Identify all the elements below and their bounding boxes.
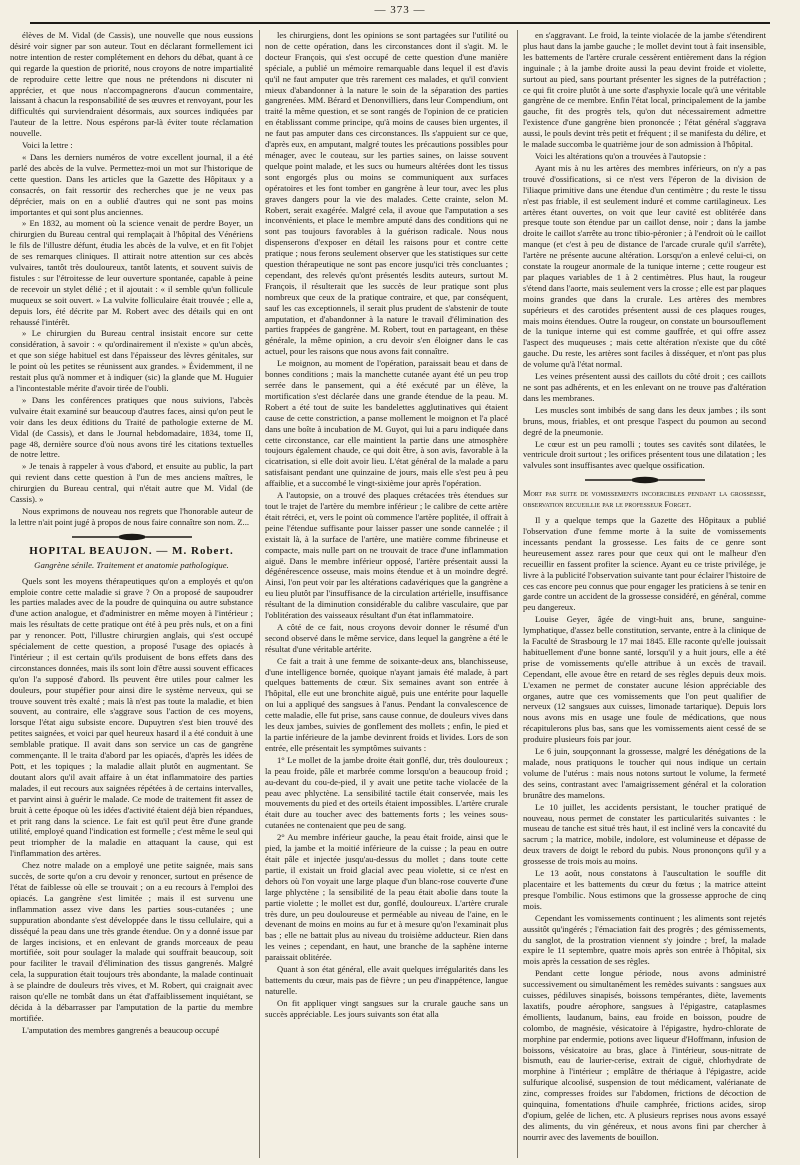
paragraph: » Je tenais à rappeler à vous d'abord, et ensuite au public, la part qui revient dans cette question à l'un de mes anciens maîtres, le chirurgien du Bureau central, qui n'était autre que M. Vidal (de Cassis). » [10, 461, 253, 505]
column-rule [517, 30, 518, 1158]
paragraph: Voici la lettre : [22, 140, 73, 151]
paragraph: Le 6 juin, soupçonnant la grossesse, malgré les dénégations de la malade, nous pratiquons le toucher qui nous indique un certain volume de l'utérus : mais nous notons surtout le volume, la fermeté des seins, contrastant avec l'amaigrissement général et la coloration brunâtre des mamelons. [523, 746, 766, 800]
page-number: — 373 — [374, 4, 426, 16]
top-rule [30, 22, 770, 24]
paragraph: Louise Geyer, âgée de vingt-huit ans, brune, sanguine-lymphatique, d'assez belle constitution, servante, entre à la clinique de la Faculté de Strasbourg le 17 mai 1845. Elle raconte qu'elle jouissait habituellement d'une bonne santé, lorsqu'il y a huit jours, elle a été prise de vomissements qu'elle attribue à un excès de travail. Cependant, elle avoue être en retard de ses règles depuis deux mois. L'examen ne permet de constater aucune lésion appréciable des organes, autre que ces vomissements que l'on peut qualifier de nerveux (12 sangsues aux cuisses, limonade tartarique). Depuis lors nous avons mis en usage une foule de médications, que nous récapitulerons plus bas, sans que les vomissements aient cessé de se produire plusieurs fois par jour. [523, 614, 766, 745]
column-2 [265, 30, 508, 1158]
paragraph: Le 13 août, nous constatons à l'auscultation le souffle dit placentaire et les battements du cœur du fœtus ; la matrice atteint presque l'ombilic. Nous estimons que la grossesse approche de cinq mois. [523, 868, 766, 911]
paragraph: Les muscles sont imbibés de sang dans les deux jambes ; ils sont bruns, mous, friables, et ont presque l'aspect du poumon au second degré de la pneumonie. [523, 404, 766, 437]
paragraph: On fit appliquer vingt sangsues sur la crurale gauche sans un succès appréciable. Les jours suivants son état alla [265, 997, 508, 1019]
paragraph: Chez notre malade on a employé une petite saignée, mais sans succès, de sorte qu'on a cru devoir y renoncer, surtout en présence de l'état de faiblesse où elle se trouvait ; on a eu recours à l'emploi des opiacés. La gangrène s'est limitée ; mais il est survenu une inflammation assez vive dans les parties sous-cutanées ; une suppuration abondante s'est développée dans le tissu cellulaire, qui a disséqué la peau dans une très grande étendue. On y a donné issue par de larges incisions, et en enlevant de grands morceaux de peau mortifiée, soit pour soulager la malade qui souffrait beaucoup, soit pour faciliter le travail d'élimination des tissus gangrenés. Malgré cela, la suppuration était toujours très abondante, la malade continuait à se plaindre de douleurs très vives, et M. Robert, qui craignait avec raison qu'elle ne tombât dans un état d'affaiblissement inquiétant, se décida à la débarrasser par l'amputation de la partie du membre mortifiée. [10, 860, 253, 1023]
section-heading: Mort par suite de vomissements incoercibles pendant la grossesse, observation recueillie par le professeur Forget. [523, 489, 766, 510]
paragraph: les chirurgiens, dont les opinions se sont partagées sur l'utilité ou non de cette opération, dans les circonstances dont il s'agit. M. le docteur François, qui s'est occupé de cette question d'une manière spéciale, a publié un mémoire remarquable dans lequel il est d'avis qu'il ne faut amputer que très rarement ces malades, et qu'il convient mieux d'abandonner à la nature le soin de la séparation des parties gangrenées. MM. Bérard et Denonvilliers, dans leur Compendium, ont traité la même question, et se sont rangés de l'opinion de ce praticien en établissant comme principe, qu'à moins de causes bien urgentes, il ne faut pas amputer dans ces circonstances. Ils s'appuient sur ce que, d'après eux, en amputant, malgré toutes les précautions possibles pour ménager, avec le couteau, sur les parties saines, on laisse souvent quelque point malade, et les sucs ou humeurs altérées dont les tissus sont engorgés plus ou moins se communiquent aux surfaces opératoires et les font tomber en gangrène à leur tour, avec les plus graves dangers pour la vie des malades. Cette crainte, selon M. Robert, serait exagérée. Malgré cela, il avoue que l'amputation a ses inconvénients, et place le membre amputé dans des conditions qui ne sont pas toujours favorables à la guérison radicale. Nous nous dispenserons d'exposer en détail les raisons pour et contre cette pratique ; nous ferons seulement observer que les statistiques sur cette question thérapeutique ne sont pas encore jusqu'ici très concluantes ; cependant, des relevés qu'ont présentés lesdits auteurs, surtout M. François, il résulterait que les succès de leur pratique sont plus nombreux que ceux de la pratique contraire, et que, par conséquent, sauf les cas exceptionnels, il serait plus prudent de s'abstenir de toute amputation, et d'abandonner à la nature le travail d'élimination des parties frappées de gangrène. M. Robert, tout en partageant, en thèse générale, la même opinion, a cru devoir s'en éloigner dans le cas actuel, pour les raisons que nous avons fait connaître. [265, 30, 508, 357]
paragraph: Le 10 juillet, les accidents persistant, le toucher pratiqué de nouveau, nous permet de constater les particularités suivantes : le museau de tanche est situé très haut, il est incliné vers la concavité du sacrum ; la matrice, mobile, indolore, est volumineuse et dépasse de deux travers de doigt le rebord du pubis. Nous prononçons qu'il y a grossesse de trois mois au moins. [523, 801, 766, 867]
paragraph: « Dans les derniers numéros de votre excellent journal, il a été parlé des abcès de la vulve. Permettez-moi un mot sur l'historique de cette question. Dans les articles que la Gazette des Hôpitaux y a consacrés, on fait ressortir des recherches que je ne veux pas déprécier, mais on en a oublié d'autres qui ne sont pas moins importantes et qui sont plus anciennes. [10, 151, 253, 217]
paragraph: Voici les altérations qu'on a trouvées à l'autopsie : [535, 150, 706, 161]
paragraph: en s'aggravant. Le froid, la teinte violacée de la jambe s'étendirent plus haut dans la jambe gauche ; le mollet devint tout à fait insensible, les battements de l'artère crurale cessèrent entièrement dans la région inguinale ; à la jambe droite aussi la peau devint froide et violette, surtout au pied, sans pourtant présenter les signes de la putréfaction ; ce qui fit croire plutôt à une sorte d'asphyxie locale qu'à une véritable gangrène de ce membre. Enfin l'état local, principalement de la jambe gauche, fit des progrès tels, qu'on dut nécessairement admettre l'existence d'une gangrène bien prononcée ; l'état général s'aggrava aussi, le pouls devint très petit et fréquent ; il se manifesta du délire, et le malade succomba le quatrième jour de son admission à l'hôpital. [523, 30, 766, 150]
paragraph: Les veines présentent aussi des caillots du côté droit ; ces caillots ne sont pas adhérents, et en les enlevant on ne trouve pas d'altération dans les membranes. [523, 371, 766, 403]
paragraph: Nous exprimons de nouveau nos regrets que l'honorable auteur de la lettre n'ait point jugé à propos de nous faire connaître son nom. Z... [10, 505, 253, 527]
section-subtitle: Gangrène sénile. Traitement et anatomie pathologique. [34, 559, 229, 570]
paragraph: » Dans les conférences pratiques que nous suivions, l'abcès vulvaire était examiné sur beaucoup d'autres faces, ainsi qu'on peut le voir dans les deux éditions du Traité de pathologie externe de M. Vidal (de Cassis), et dans le Journal hebdomadaire, 1834, tome II, page 48, dernière source d'où nous avons tiré les citations textuelles de notre lettre. [10, 394, 253, 460]
ornament-divider [523, 476, 766, 484]
paragraph: 2° Au membre inférieur gauche, la peau était froide, ainsi que le pied, la jambe et la moitié inférieure de la cuisse ; la peau en outre était pâle et injectée jusqu'au-dessus du mollet ; dans toute cette partie, il existait un froid glacial avec peau violette, si ce n'est en dehors où l'on voyait une large plaque d'un blanc-rose couverte d'une large phlyctène ; la sensibilité de la peau était abolie dans toute la partie violette ; le mollet est dur, gonflé, douloureux. L'artère crurale très dure, un peu douloureuse et perméable au niveau de l'aine, en le devenant de moins en moins au fur et à mesure qu'on l'examinait plus bas ; elle ne battait plus au niveau du troisième adducteur. Rien dans les veines ; cependant, en haut, une branche de la saphène interne paraissait oblitérée. [265, 832, 508, 963]
ornament-divider [10, 533, 253, 541]
paragraph: Pendant cette longue période, nous avons administré successivement ou simultanément les remèdes suivants : sangsues aux cuisses, pédiluves sinapisés, boissons tempérantes, diète, lavements laxatifs, poudre aérophore, sangsues à l'épigastre, cataplasmes émollients, laudanum, bains, eau froide en boisson, poudre de colombo, de magnésie, vésicatoire à l'épigastre, hydro-chlorate de morphine par endermie, potions avec liqueur d'Hoffmann, infusion de boissons, vésicatoire au bras, glace à l'intérieur, sous-nitrate de bismuth, eau de laurier-cerise, extrait de ciguë, chlorhydrate de morphine à l'intérieur ; emplâtre de thériaque à l'épigastre, acide sulfurique alcoolisé, suspension de tout médicament, valérianate de zinc, compresses froides sur l'abdomen, frictions de décoction de quinquina, fomentations d'huile camphrée, frictions acides, sirop d'opium, gelée de lichen, etc. A plusieurs reprises nous avons essayé des aliments, du vin généreux, et nous avons fini par chercher à nourrir avec des lavements de bouillon. [523, 968, 766, 1142]
paragraph: A l'autopsie, on a trouvé des plaques crétacées très étendues sur tout le trajet de l'artère du membre inférieur ; le calibre de cette artère était rétréci, et, vers le point où commence l'artère poplitée, il offrait à peine l'étendue suffisante pour laisser passer une sonde cannelée ; il existait là, à la surface de l'artère, une matière comme fibrineuse et compacte, mais nulle part on ne trouvait de trace d'une inflammation aiguë. Dans le membre inférieur opposé, l'artère présentait aussi la dégénérescence osseuse, mais moins étendue et à un moindre degré. Ainsi, l'on peut voir par les altérations cadavériques que la gangrène a eu lieu plutôt par l'insuffisance de la circulation artérielle, insuffisance résultant de la diminution considérable du calibre vasculaire, que par l'oblitération des vaisseaux résultant d'un état inflammatoire. [265, 490, 508, 621]
paragraph: Le moignon, au moment de l'opération, paraissait beau et dans de bonnes conditions ; mais la manchette cutanée ayant été un peu trop serrée dans le pansement, qui a été exécuté par un élève, la mortification s'est déclarée dans une grande étendue de la peau. M. Robert a été tout de suite les bandelettes agglutinatives qui étaient cause de cette constriction, a panse mollement le moignon et l'a placé dans une boîte à incubation de M. Guyot, qui lui a paru indiquée dans cette circonstance, car elle maintient la partie dans une atmosphère toujours également chaude, ce qui doit être, à son avis, favorable à la cicatrisation, si elle doit avoir lieu. L'état général de la malade a paru satisfaisant pendant une quinzaine de jours, mais elle s'est peu à peu affaiblie, et a succombé le vingt-sixième jour après l'opération. [265, 358, 508, 489]
paragraph: Ayant mis à nu les artères des membres inférieurs, on n'y a pas trouvé d'ossifications, si ce n'est vers l'éperon de la division de l'iliaque primitive dans une étendue d'un centimètre ; du reste le tissu n'est pas friable, il est seulement induré et comme cartilagineux. Les artères étant ouvertes, on voit que leur cavité est oblitérée dans presque toute son étendue par un caillot dense, noir ; dans la jambe droite le caillot s'arrête au tronc tibio-péronier ; à l'endroit où le caillot manque (et c'est à peu de distance de l'arcade crurale qu'il s'arrête), l'artère ne présente aucune altération. Lorsqu'on a enlevé celui-ci, on constate la rougeur anormale de la tunique interne ; cette rougeur est par plaques variables de 1 à 2 centimètres. Plus haut, la rougeur s'étend dans l'aorte, mais seulement vers la crosse ; elle est par plaques moins grandes que dans la crurale. Les artères des membres supérieurs et des carotides présentent aussi de ces plaques rouges, mais moins étendues. Outre la rougeur, on constate un boursouflement de la tunique interne qui est comme gauffrée, et qui offre assez l'aspect des muqueuses ; mais cette altération n'existe que du côté gauche. Du reste, les artères sont faciles à disséquer, et n'ont pas plus de volume qu'à l'état normal. [523, 162, 766, 370]
paragraph: Ce fait a trait à une femme de soixante-deux ans, blanchisseuse, d'une intelligence bornée, quoique n'ayant jamais été malade, à part quelques battements de cœur. Six semaines avant son entrée à l'hôpital, elle eut une bronchite aiguë, puis une entérite pour laquelle on lui a appliqué des sangsues à l'anus. Pendant la convalescence de cette maladie, elle fut prise, sans cause connue, de douleurs vives dans les deux jambes, suivies de gonflement des mollets ; enfin, le pied et la partie inférieure de la jambe devinrent froids et livides. Lors de son entrée, elle présentait les symptômes suivants : [265, 655, 508, 753]
paragraph: Il y a quelque temps que la Gazette des Hôpitaux a publié l'observation d'une femme morte à la suite de vomissements incessants pendant la grossesse. Les faits de ce genre sont heureusement assez rares pour que ceux qui ont le malheur d'en recueillir en fassent profiter la science. Ayant eu ce triste privilége, je livre à la publicité l'observation suivante tant pour éclairer l'histoire de ces cas encore peu connus que pour engager les praticiens à se tenir en garde contre un accident de la grossesse considéré, en général, comme peu dangereux. [523, 515, 766, 613]
paragraph: Quels sont les moyens thérapeutiques qu'on a employés et qu'on emploie contre cette maladie si grave ? On a proposé de saupoudrer les parties malades avec de la poudre de quinquina ou autre substance d'une action analogue, et d'administrer en même moyen à l'intérieur ; mais les résultats de cette pratique ont été à peu près nuls, et on a fini par y renoncer. Pott, l'illustre chirurgien anglais, qui s'est occupé spécialement de cette question, a proposé l'usage des opiacés à l'intérieur ; il est certain qu'ils produisent de bons effets dans des circonstances données, mais ils sont loin d'être aussi souvent efficaces qu'on l'a supposé d'abord. Ils peuvent être utiles pour calmer les douleurs, pour stupéfier pour ainsi dire le système nerveux, qui se trouve souvent très exalté ; mais là n'est pas toute la maladie, et bien souvent, au contraire, elle s'aggrave sous l'action de ces moyens, lorsque l'état aigu subsiste encore. Dupuytren s'est bien trouvé des petites saignées, et voici par quel heureux hasard il a été conduit à une semblable pratique. Il avait dans son service un cas de gangrène commençante. Il le traita d'abord par les opiacés, d'après les idées de Pott, et les topiques ; la maladie allait plutôt en augmentant. Se doutant alors qu'il avait affaire à un état inflammatoire des parties malades, il eut recours aux saignées répétées à de certains intervalles, et parvint ainsi à guérir le malade. Ce mode de traitement fit assez de bruit à cette époque où les idées d'activité étaient déjà bien répandues, et prit rang dans la science. Le fait est qu'il peut être d'une grande utilité, employé quand l'indication est formelle ; c'est même le seul qui peut triompher de la maladie en attaquant la cause, qui est l'inflammation des artères. [10, 575, 253, 859]
paragraph: » En 1832, au moment où la science venait de perdre Boyer, un chirurgien du Bureau central qui remplaçait à l'hôpital des Vénériens le fils de l'illustre défunt, étudia les abcès de la vulve, et en fit l'objet de ses remarques cliniques. Il attirait notre attention sur ces abcès vulvaires, tantôt très douloureux, tantôt latents, et souvent suivis de fistules : sur l'étroitesse de leur ouverture spontanée, capable à peine de recevoir un stylet délié ; et il ajoutait : « il semble qu'un follicule muqueux se soit ouvert. » La vulvite folliculaire était trouvée ; elle a, depuis lors, été décrite par M. Robert avec des détails qui en ont rehaussé l'intérêt. [10, 218, 253, 327]
paragraph: Quant à son état général, elle avait quelques irrégularités dans les battements du cœur, mais pas de fièvre ; un peu d'inappétence, langue naturelle. [265, 964, 508, 996]
paragraph: » Le chirurgien du Bureau central insistait encore sur cette considération, à savoir : « qu'ordinairement il n'existe » qu'un abcès, et que son siége habituel est dans l'épaisseur des lèvres génitales, sur le point où les petites se réunissent aux grandes. » Évidemment, il ne restait plus qu'à nommer et à indiquer (sic) la glande que M. Huguier a l'incontestable mérite d'avoir tirée de l'oubli. [10, 328, 253, 393]
section-title: HOPITAL BEAUJON. — M. Robert. [29, 544, 234, 557]
paragraph: A côté de ce fait, nous croyons devoir donner le résumé d'un second observé dans le même service, dans lequel la gangrène a été le résultat d'une véritable artérite. [265, 621, 508, 654]
paragraph: Cependant les vomissements continuent ; les aliments sont rejetés aussitôt qu'ingérés ; l'émaciation fait des progrès ; des gémissements, du sanglot, de la prostration viennent s'y joindre ; bref, la malade expire le 11 septembre, quatre mois après son entrée à l'hôpital, six mois après la cessation de ses règles. [523, 912, 766, 967]
column-1 [10, 30, 253, 1158]
paragraph: L'amputation des membres gangrenés a beaucoup occupé [22, 1024, 220, 1035]
paragraph: Le cœur est un peu ramolli ; toutes ses cavités sont dilatées, le ventricule droit surtout ; les orifices présentent tous une dilatation ; les valvules sont insuffisantes avec quelque ossification. [523, 438, 766, 471]
column-3 [523, 30, 766, 1158]
column-rule [259, 30, 260, 1158]
paragraph: 1° Le mollet de la jambe droite était gonflé, dur, très douloureux ; la peau froide, pâle et marbrée comme lorsqu'on a beaucoup froid ; au-devant du cou-de-pied, il y avait une petite tache violacée de la peau avec phlyctène. La sensibilité tactile était conservée, mais les mouvements du pied et des orteils étaient impossibles. L'artère crurale était dure au toucher avec des battements forts ; les veines sous-cutanées ne contenaient que peu de sang. [265, 754, 508, 831]
paragraph: élèves de M. Vidal (de Cassis), une nouvelle que nous eussions désiré voir signer par son auteur. Tout en déclarant formellement ici notre intention de rester complétement en dehors du débat, quant à ce qui regarde la question de priorité, nous croyons de notre impartialité de reproduire cette lettre que nous ne prétendons ni discuter ni apprécier, et que nous n'accompagnerons d'aucun commentaire, laissant à chacun la responsabilité de ses œuvres et renvoyant, pour les difficultés qui surviendraient désormais, aux sources indiquées par l'auteur de la lettre. Nous espérons par-là éviter toute réclamation nouvelle. [10, 30, 253, 139]
